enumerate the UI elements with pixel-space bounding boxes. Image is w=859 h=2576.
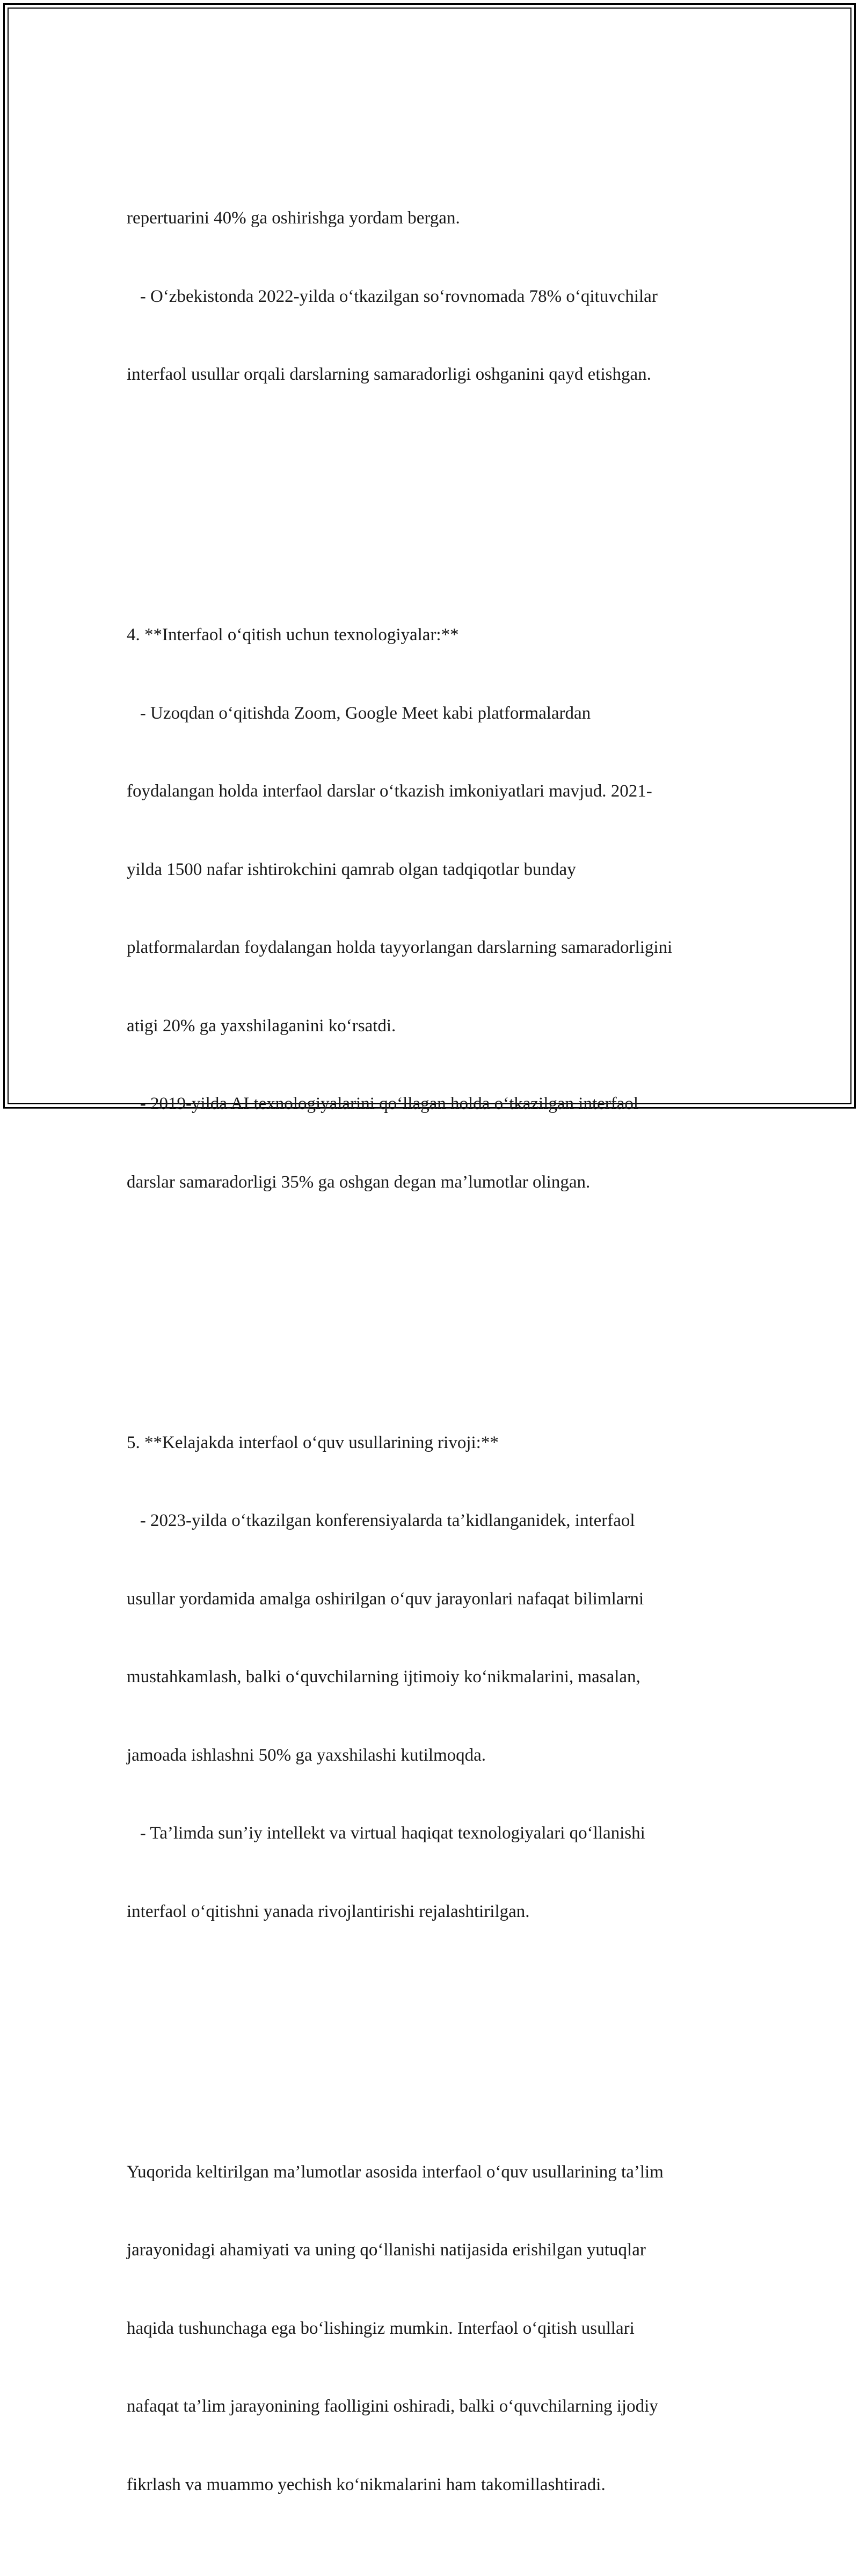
paragraph-spacer — [127, 1299, 749, 1326]
text-line: jarayonidagi ahamiyati va uning qo‘llanishi natijasida erishilgan yutuqlar — [127, 2240, 646, 2260]
text-line: repertuarini 40% ga oshirishga yordam bergan. — [127, 208, 460, 228]
text-line: interfaol usullar orqali darslarning samaradorligi oshganini qayd etishgan. — [127, 365, 651, 384]
text-line: - Ta’limda sun’iy intellekt va virtual haqiqat texnologiyalari qo‘llanishi — [127, 1824, 645, 1843]
text-line: usullar yordamida amalga oshirilgan o‘quv jarayonlari nafaqat bilimlarni — [127, 1589, 644, 1609]
text-line: jamoada ishlashni 50% ga yaxshilashi kutilmoqda. — [127, 1745, 486, 1765]
text-line: - O‘zbekistonda 2022-yilda o‘tkazilgan so‘rovnomada 78% o‘qituvchilar — [127, 286, 658, 306]
document-body — [127, 101, 749, 2576]
intro-block — [127, 153, 749, 440]
text-line: - 2019-yilda AI texnologiyalarini qo‘llagan holda o‘tkazilgan interfaol — [127, 1094, 639, 1113]
text-line: nafaqat ta’lim jarayonining faolligini oshiradi, balki o‘quvchilarning ijodiy — [127, 2397, 658, 2416]
text-line: yilda 1500 nafar ishtirokchini qamrab olgan tadqiqotlar bunday — [127, 859, 576, 879]
text-line: - 2023-yilda o‘tkazilgan konferensiyalarda ta’kidlanganidek, interfaol — [127, 1511, 635, 1530]
paragraph-spacer — [127, 492, 749, 518]
paragraph-spacer — [127, 2029, 749, 2055]
text-line: fikrlash va muammo yechish ko‘nikmalarini ham takomillashtiradi. — [127, 2474, 606, 2494]
section-4 — [127, 570, 749, 1247]
text-line: interfaol o‘qitishni yanada rivojlantirishi rejalashtirilgan. — [127, 1901, 530, 1921]
text-line: - Uzoqdan o‘qitishda Zoom, Google Meet kabi platformalardan — [127, 703, 591, 723]
section-heading: 5. **Kelajakda interfaol o‘quv usullarining rivoji:** — [127, 1432, 499, 1452]
text-line: Yuqorida keltirilgan ma’lumotlar asosida interfaol o‘quv usullarining ta’lim — [127, 2162, 664, 2182]
section-heading: 4. **Interfaol o‘qitish uchun texnologiyalar:** — [127, 625, 459, 645]
text-line: atigi 20% ga yaxshilaganini ko‘rsatdi. — [127, 1016, 396, 1036]
text-line: mustahkamlash, balki o‘quvchilarning ijtimoiy ko‘nikmalarini, masalan, — [127, 1667, 640, 1687]
text-line: darslar samaradorligi 35% ga oshgan degan ma’lumotlar olingan. — [127, 1172, 591, 1192]
text-line: foydalangan holda interfaol darslar o‘tkazish imkoniyatlari mavjud. 2021- — [127, 782, 652, 801]
text-line: platformalardan foydalangan holda tayyorlangan darslarning samaradorligini — [127, 938, 673, 957]
conclusion-block — [127, 2107, 749, 2550]
text-line: haqida tushunchaga ega bo‘lishingiz mumkin. Interfaol o‘qitish usullari — [127, 2318, 635, 2338]
section-5 — [127, 1378, 749, 1977]
